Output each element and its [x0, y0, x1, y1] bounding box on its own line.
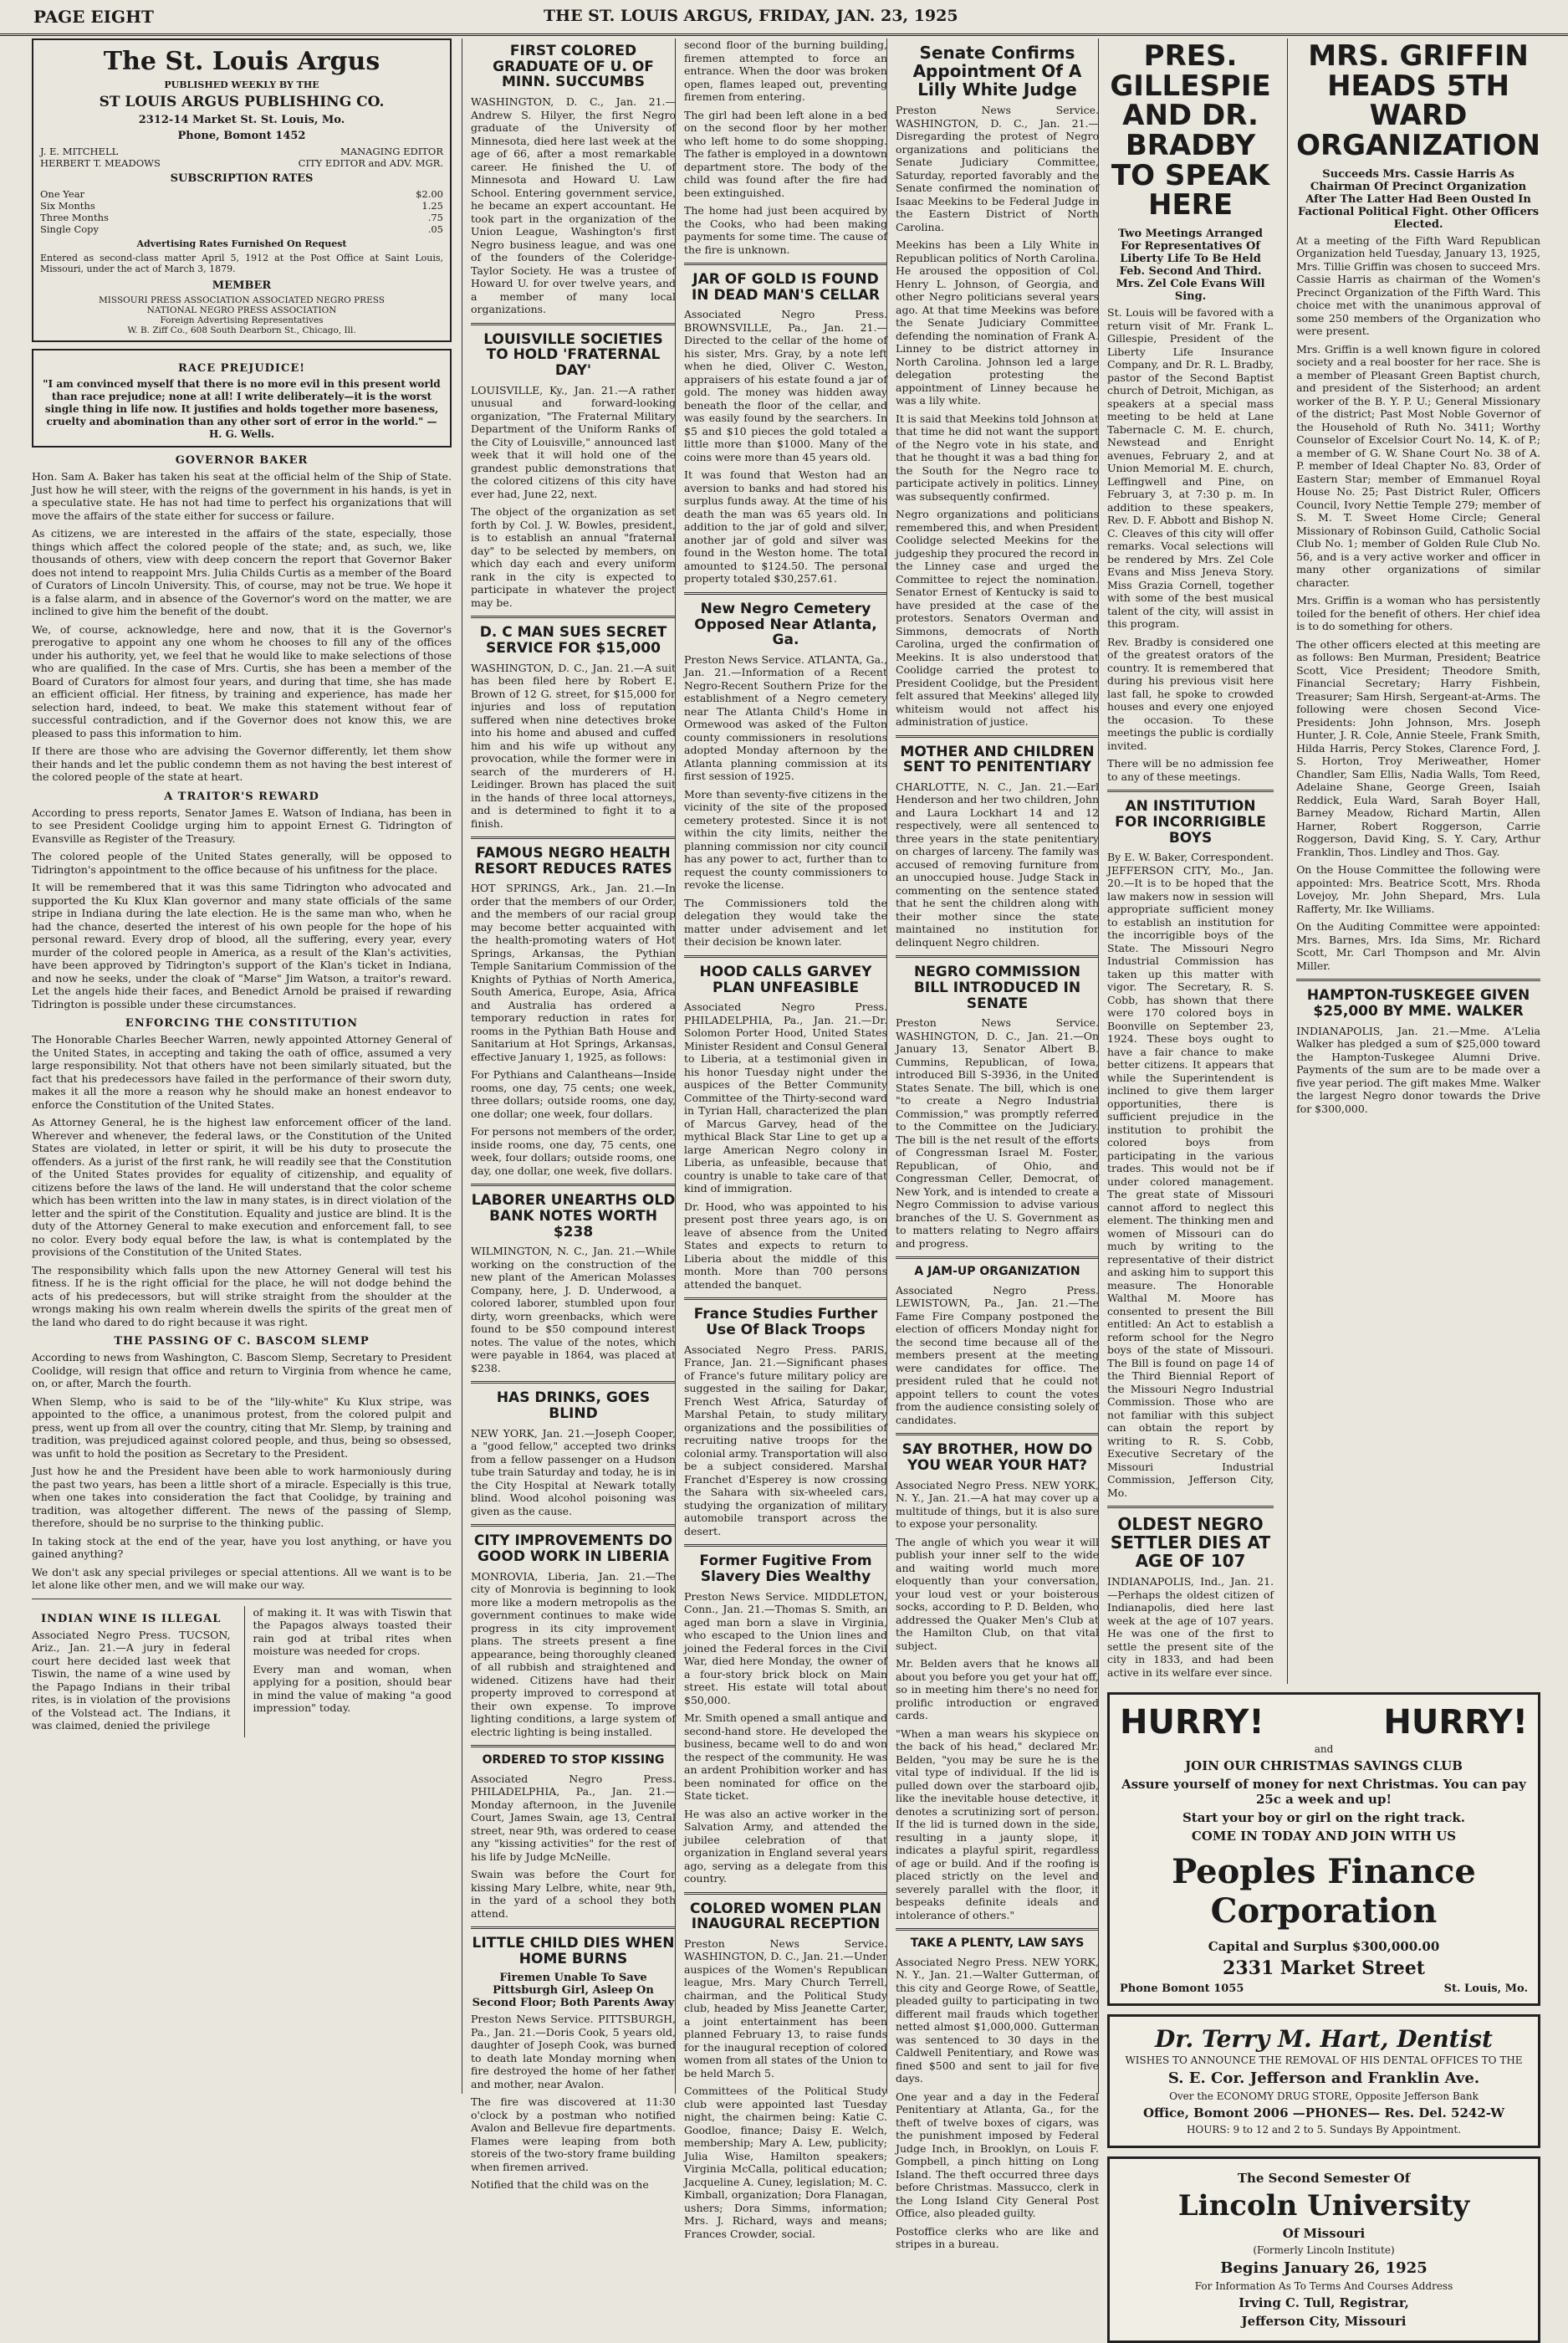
- publisher-phone: Phone, Bomont 1452: [177, 130, 306, 142]
- article-headline: LOUISVILLE SOCIETIES TO HOLD 'FRATERNAL DAY': [483, 330, 663, 379]
- ad-line: Office, Bomont 2006 —PHONES— Res. Del. 5242-W: [1142, 2105, 1505, 2121]
- dentist-ad: [1107, 2014, 1540, 2148]
- article-paragraph: Dr. Hood, who was appointed to his present post three years ago, is on leave of absence from the United States and expects to return to Liberia about the middle of this month. More than 700 persons attended the banquet.: [684, 1200, 887, 1291]
- article-headline: INDIAN WINE IS ILLEGAL: [41, 1612, 222, 1625]
- article-paragraph: Mrs. Griffin is a well known figure in colored society and a real booster for her race. She is a member of Pleasant Green Baptist church, and president of the Sisterhood; an ardent worker of the B. Y. P. U.; General Missionary of the district; Past Most Noble Governor of the Household of Ruth No. 3411; Worthy Counselor of Excelsior Court No. 14, K. of P.; a member of G. W. Shane Court No. 38 of A. P. member of Ideal Chapter No. 83, Order of Eastern Star; member of Emmanuel Royal House No. 25; Past District Ruler, Officers Council, Ivory Nettie Temple 279; member of S. M. T. Sweet Home Circle; General Missionary of Robinson Guild, Catholic Social Club No. 1; member of Golden Rule Club No. 56, and is a very active worker and officer in many other organizations of similar character.: [1296, 342, 1540, 589]
- article-paragraph: The object of the organization as set forth by Col. J. W. Bowles, president, is to establish an annual "fraternal day" to be selected by members, on which day each and every uniform rank in the city is expected to participate in whatever the project may be.: [471, 505, 676, 609]
- editorial-paragraph: We don't ask any special privileges or special attentions. All we want is to be let alone like other men, and we will make our way.: [32, 1565, 452, 1591]
- news-column-5: [1098, 38, 1549, 2330]
- article-paragraph: INDIANAPOLIS, Ind., Jan. 21.—Perhaps the oldest citizen of Indianapolis, died here last week at the age of 107 years. He was one of the first to settle the present site of the city in 1833, and had been active in its welfare ever since.: [1107, 1575, 1274, 1679]
- race-title: RACE PREJUDICE!: [178, 362, 305, 375]
- article-paragraph: At a meeting of the Fifth Ward Republican Organization held Tuesday, January 13, 1925, Mrs. Tillie Griffin was chosen to succeed Mrs. Cassie Harris as chairman of the Women's Precinct Organization of the Fifth Ward. This choice met with the unanimous approval of some 250 members of the Organization who were present.: [1296, 233, 1540, 338]
- article-headline: FAMOUS NEGRO HEALTH RESORT REDUCES RATES: [474, 845, 672, 877]
- race-prejudice-box: [32, 349, 452, 448]
- staff-row: J. E. MITCHELL MANAGING EDITOR: [40, 146, 443, 157]
- editorial-paragraph: According to press reports, Senator James E. Watson of Indiana, has been in to see President Coolidge urging him to appoint Ernest G. Tidrington of Evansville as Register of the Treasury.: [32, 806, 452, 845]
- article-paragraph: Swain was before the Court for kissing Mary Lelbre, white, near 9th, in the yard of a school they both attend.: [471, 1868, 676, 1920]
- article-headline: SAY BROTHER, HOW DO YOU WEAR YOUR HAT?: [901, 1441, 1093, 1475]
- article-headline: Senate Confirms Appointment Of A Lilly White Judge: [912, 43, 1082, 100]
- article-headline: A JAM-UP ORGANIZATION: [914, 1265, 1080, 1279]
- published-line: PUBLISHED WEEKLY BY THE: [164, 79, 319, 90]
- editorial-paragraph: It will be remembered that it was this same Tidrington who advocated and supported the Ku Klux Klan governor and many state officials of the same stripe in Indiana during the late election. He is the same man who, when he had the chance, deserted the interest of his own people for the hope of his personal reward. Every drop of blood, all the suffering, every year, every murder of the colored people in America, as a result of the Klan's activities, have been approved by Tidrington's support of the Klan's ticket in Indiana, and now he seeks, under the cloak of "Marse" Jim Watson, a traitor's reward. Let the angels hide their faces, and Benedict Arnold be praised if rewarding Tidrington is possible under these circumstances.: [32, 881, 452, 1010]
- article-headline: AN INSTITUTION FOR INCORRIGIBLE BOYS: [1115, 798, 1266, 847]
- article-headline: MOTHER AND CHILDREN SENT TO PENITENTIARY: [900, 743, 1095, 776]
- member-line: NATIONAL NEGRO PRESS ASSOCIATION: [146, 305, 337, 315]
- article-headline: D. C MAN SUES SECRET SERVICE FOR $15,000: [479, 624, 667, 657]
- article-paragraph: INDIANAPOLIS, Jan. 21.—Mme. A'Lelia Walker has pledged a sum of $25,000 toward the Hampton-Tuskegee Alumni Drive. Payments of the sum are to be made over a five year period. The gift makes Mme. Walker the largest Negro donor towards the Drive for $300,000.: [1296, 1024, 1540, 1115]
- nameplate: The St. Louis Argus: [103, 47, 381, 76]
- editorial-column: [32, 38, 462, 2094]
- article-paragraph: Mr. Smith opened a small antique and second-hand store. He developed the business, became well to do and won the respect of the community. He was an ardent Prohibition worker and has been nominated for office on the State ticket.: [684, 1711, 887, 1803]
- ad-city: St. Louis, Mo.: [1443, 1982, 1528, 1996]
- article-paragraph: Preston News Service. WASHINGTON, D. C., Jan. 21.—Disregarding the protest of Negro organizations and politicians the Senate Judiciary Committee, Saturday, reported favorably and the Senate confirmed the nomination of Isaac Meekins to be Federal Judge in the Eastern District of North Carolina.: [896, 104, 1099, 233]
- article-paragraph: Negro organizations and politicians remembered this, and when President Coolidge selected Meekins for the judgeship they procured the record in the Linney case and urged the Committee to reject the nomination. Senator Ernest of Kentucky is said to have presided at the case of the protestors. Senators Overman and Simmons, democrats of North Carolina, urged the confirmation of Meekins. It is also understood that Coolidge carried the protest to President Coolidge, but the President felt assured that Meekins' alleged lily whiteism would not affect his administration of justice.: [896, 508, 1099, 728]
- lincoln-university-ad: [1107, 2156, 1540, 2343]
- article-headline: Former Fugitive From Slavery Dies Wealthy: [699, 1553, 872, 1585]
- article-paragraph: second floor of the burning building, firemen attempted to force an entrance. When the door was broken open, flames leaped out, preventing firemen from entering.: [684, 38, 887, 103]
- ad-line: COME IN TODAY AND JOIN WITH US: [1191, 1829, 1457, 1844]
- ad-line: The Second Semester Of: [1237, 2171, 1411, 2187]
- article-paragraph: MONROVIA, Liberia, Jan. 21.—The city of Monrovia is beginning to look more like a modern metropolis as the government continues to make wide progress in its city improvement plans. The streets present a fine appearance, being thoroughly cleaned of all rubbish and straightened and widened. Citizens have had their property improved to correspond at their own expense. To improve lighting conditions, a large system of electric lighting is being installed.: [471, 1569, 676, 1738]
- article-paragraph: The home had just been acquired by the Cooks, who had been making payments for some time. The cause of the fire is unknown.: [684, 204, 887, 256]
- ad-line: For Information As To Terms And Courses Address: [1194, 2280, 1453, 2293]
- ad-hurry-left: HURRY!: [1120, 1703, 1264, 1742]
- article-paragraph: of making it. It was with Tiswin that the Papagos always toasted their rain god at tribal rites when moisture was needed for crops.: [253, 1605, 452, 1657]
- editorial-paragraph: Just how he and the President have been able to work harmoniously during the past two years, has been a little short of a miracle. Especially is this true, when one takes into consideration the fact that Coolidge, by training and tradition, was altogether different. The news of the passing of Slemp, therefore, should be no surprise to the thinking public.: [32, 1465, 452, 1529]
- editorial-paragraph: The responsibility which falls upon the new Attorney General will test his fitness. If he is the right official for the place, he will not dodge behind the acts of his predecessors, but will strike straight from the shoulder at the wrongs making his own realm wherein dwells the spirits of the great men of the land who dared to do right because it was right.: [32, 1263, 452, 1328]
- editorial-paragraph: Hon. Sam A. Baker has taken his seat at the official helm of the Ship of State. Just how he will steer, with the reigns of the government in his hands, is yet in a speculative state. He has not had time to perfect his organizations that will move the affairs of the state either for success or failure.: [32, 470, 452, 522]
- editorial-paragraph: We, of course, acknowledge, here and now, that it is the Governor's prerogative to appoint any one whom he chooses to fill any of the offices under his authority, yet, we feel that he would like to make selections of those who are qualified. In the case of Mrs. Curtis, she has been a member of the Board of Curators for almost four years, and during that time, she has made an efficient official. Her fitness, by training and experience, has made her selection hard, indeed, to beat. We make this statement without fear of successful contradiction, and if the Governor does not know this, we are pleased to pass this information to him.: [32, 622, 452, 739]
- page-header: [0, 0, 1568, 36]
- peoples-finance-ad: [1107, 1692, 1540, 2006]
- editorial-paragraph: If there are those who are advising the Governor differently, let them show their hands and let the public condemn them as not having the best interest of the colored people of the state at heart.: [32, 744, 452, 783]
- article-headline: JAR OF GOLD IS FOUND IN DEAD MAN'S CELLAR: [691, 271, 881, 304]
- article-paragraph: Associated Negro Press. PARIS, France, Jan. 21.—Significant phases of France's future military policy are suggested in the sailing for Dakar, French West Africa, Saturday of Marshal Petain, to study military organizations and the possibilities of recruiting native troops for the colonial army. Transportation will also be a subject considered. Marshal Franchet d'Esperey is now crossing the Sahara with six-wheeled cars, studying the organization of military automobile transport across the desert.: [684, 1343, 887, 1537]
- rates-note: Advertising Rates Furnished On Request: [136, 238, 347, 249]
- ad-line: Over the ECONOMY DRUG STORE, Opposite Jefferson Bank: [1169, 2090, 1479, 2103]
- article-paragraph: Mrs. Griffin is a woman who has persistently toiled for the benefit of others. Her chief idea is to do something for others.: [1296, 594, 1540, 633]
- article-paragraph: It is said that Meekins told Johnson at that time he did not want the support of the Negro vote in his state, and that he thought it was a bad thing for the South for the Negro race to participate actively in politics. Linney was subsequently confirmed.: [896, 412, 1099, 503]
- article-paragraph: On the House Committee the following were appointed: Mrs. Beatrice Scott, Mrs. Rhoda Lovejoy, Mr. John Shepard, Mrs. Lula Rafferty, Mr. Ike Williams.: [1296, 863, 1540, 915]
- editorial-paragraph: According to news from Washington, C. Bascom Slemp, Secretary to President Coolidge, will resign that office and return to Virginia from whence he came, on, or after, March the fourth.: [32, 1351, 452, 1389]
- rates-title: SUBSCRIPTION RATES: [170, 172, 314, 185]
- ad-line: Capital and Surplus $300,000.00: [1208, 1939, 1440, 1955]
- member-line: W. B. Ziff Co., 608 South Dearborn St., Chicago, Ill.: [127, 325, 356, 335]
- rate-row: One Year $2.00: [40, 188, 443, 200]
- article-subhead: Two Meetings Arranged For Representatives Of Liberty Life To Be Held Feb. Second And Third. Mrs. Zel Cole Evans Will Sing.: [1116, 228, 1265, 304]
- editorial-paragraph: The colored people of the United States generally, will be opposed to Tidrington's appointment to the office because of his unfitness for the place.: [32, 850, 452, 876]
- race-quote: "I am convinced myself that there is no more evil in this present world than race prejudice; none at all! I write deliberately—it is the worst single thing in life now. It justifies and holds together more baseness, cruelty and abomination than any other sort of error in the world." — H. G. Wells.: [43, 378, 441, 440]
- article-paragraph: Associated Negro Press. TUCSON, Ariz., Jan. 21.—A jury in federal court here decided last week that Tiswin, the name of a wine used by the Papago Indians in their tribal rites, is in violation of the provisions of the Volstead act. The Indians, it was claimed, denied the privilege: [32, 1628, 231, 1732]
- ad-line: Begins January 26, 1925: [1220, 2259, 1428, 2278]
- news-column-3: [675, 38, 896, 2240]
- editorial-title: GOVERNOR BAKER: [175, 454, 309, 467]
- article-paragraph: WASHINGTON, D. C., Jan. 21.—A suit has been filed here by Robert E. Brown of 12 G. street, for $15,000 for injuries and loss of reputation suffered when nine detectives broke into his home and abused and cuffed him and his wife up without any provocation, while the former were in search of the murderers of H. Leidinger. Brown has placed the suit in the hands of three local attorneys, and is determined to fight it to a finish.: [471, 661, 676, 830]
- article-paragraph: By E. W. Baker, Correspondent. JEFFERSON CITY, Mo., Jan. 20.—It is to be hoped that the law makers now in session will appropriate sufficient money to establish an institution for the incorrigible boys of the State. The Missouri Negro Industrial Commission has taken up this matter with vigor. The Secretary, R. S. Cobb, has shown that there were 170 colored boys in Boonville on September 23, 1924. These boys ought to have a fair chance to make better citizens. It appears that while the Superintendent is inclined to give them larger opportunities, there is sufficient prejudice in the institution to prohibit the colored boys from participating in the various trades. This would not be if under colored management. The great state of Missouri cannot afford to neglect this element. The thinking men and women of Missouri can do much by writing to the representative of their district and asking him to support this measure. The Honorable Walthal M. Moore has consented to present the Bill entitled: An Act to establish a reform school for the Negro boys of the state of Missouri. The Bill is found on page 14 of the Third Biennial Report of the Missouri Negro Industrial Commission. Those who are not familiar with this subject can obtain the report by writing to R. S. Cobb, Executive Secretary of the Missouri Industrial Commission, Jefferson City, Mo.: [1107, 851, 1274, 1499]
- article-headline: OLDEST NEGRO SETTLER DIES AT AGE OF 107: [1110, 1514, 1271, 1572]
- ad-line: Irving C. Tull, Registrar,: [1239, 2295, 1409, 2311]
- article-subhead: Firemen Unable To Save Pittsburgh Girl, Asleep On Second Floor; Both Parents Away: [472, 1972, 675, 2010]
- article-paragraph: Mr. Belden avers that he knows all about you before you get your hat off, so in meeting him there's no need for prolific introduction or engraved cards.: [896, 1657, 1099, 1722]
- article-headline: CITY IMPROVEMENTS DO GOOD WORK IN LIBERIA: [473, 1532, 673, 1565]
- ad-line: and: [1314, 1743, 1334, 1756]
- rates-table: [40, 188, 443, 235]
- article-paragraph: One year and a day in the Federal Penitentiary at Atlanta, Ga., for the theft of twelve boxes of cigars, was the punishment imposed by Federal Judge Inch, in Brooklyn, on Louis F. Gompbell, a pinch hitting on Long Island. The theft occurred three days before Christmas. Massucco, clerk in the Long Island City General Post Office, also pleaded guilty.: [896, 2090, 1099, 2220]
- member-line: Foreign Advertising Representatives: [160, 315, 324, 325]
- article-paragraph: It was found that Weston had an aversion to banks and had stored his surplus funds away. At the time of his death the man was 65 years old. In addition to the jar of gold and silver, another jar of gold and silver was found in the Weston home. The total amounted to $124.50. The personal property totaled $30,257.61.: [684, 468, 887, 586]
- article-headline: NEGRO COMMISSION BILL INTRODUCED IN SENATE: [913, 964, 1081, 1012]
- article-headline: New Negro Cemetery Opposed Near Atlanta, Ga.: [694, 600, 877, 649]
- article-paragraph: The Commissioners told the delegation they would take the matter under advisement and let their decision be known later.: [684, 896, 887, 949]
- article-paragraph: The fire was discovered at 11:30 o'clock by a postman who notified Avalon and Bellevue fire departments. Flames were leaping from both storeis of the two-story frame building when firemen arrived.: [471, 2095, 676, 2173]
- top-stories: [1107, 38, 1540, 1684]
- ad-university-name: Lincoln University: [1177, 2189, 1470, 2223]
- article-paragraph: Associated Negro Press. LEWISTOWN, Pa., Jan. 21.—The Fame Fire Company postponed the election of officers Monday night for the second time because all of the members present at the meeting were candidates for office. The president ruled that he could not appoint tellers to count the votes from the audience consisting solely of candidates.: [896, 1283, 1099, 1426]
- article-paragraph: Preston News Service. ATLANTA, Ga., Jan. 21.—Information of a Recent Negro-Recent Southern Prize for the establishment of a Negro cemetery near The Atlanta Child's Home in Ormewood was asked of the Fulton county commissioners in resolutions adopted Monday afternoon by the Atlanta planning commission at its first session of 1925.: [684, 652, 887, 783]
- article-headline: HOOD CALLS GARVEY PLAN UNFEASIBLE: [699, 963, 872, 996]
- editorial-paragraph: The Honorable Charles Beecher Warren, newly appointed Attorney General of the United States, in accepting and taking the oath of office, assumed a very large responsibility. Not that others have not been similarly situated, but the fact that his predecessors have failed in the performance of their sworn duty, makes it all the more a reason why he should make an honest endeavor to enforce the Constitution of the United States.: [32, 1033, 452, 1111]
- ad-line: HOURS: 9 to 12 and 2 to 5. Sundays By Appointment.: [1186, 2124, 1462, 2136]
- article-paragraph: For persons not members of the order, inside rooms, one day, 75 cents, one week, four dollars; outside rooms, one day, one dollar, one week, five dollars.: [471, 1125, 676, 1177]
- article-paragraph: Every man and woman, when applying for a position, should bear in mind the value of making "a good impression" today.: [253, 1662, 452, 1714]
- article-paragraph: WILMINGTON, N. C., Jan. 21.—While working on the construction of the new plant of the American Molasses Company, here, J. D. Underwood, a colored laborer, stumbled upon four dirty, worn greenbacks, which were found to be $50 compound interest notes. The value of the notes, which were payable in 1864, was placed at $238.: [471, 1245, 676, 1374]
- ad-line: Of Missouri: [1282, 2226, 1366, 2242]
- rate-row: Six Months 1.25: [40, 200, 443, 212]
- article-paragraph: HOT SPRINGS, Ark., Jan. 21.—In order that the members of our Order, and the members of our racial group may become better acquainted with the health-promoting waters of Hot Springs, Arkansas, the Pythian Temple Sanitarium Commission of the Knights of Pythias of North America, South America, Europe, Asia, Africa and Australia has ordered a temporary reduction in rates for rooms in the Pythian Bath House and Sanitarium at Hot Springs, Arkansas, effective January 1, 1925, as follows:: [471, 882, 676, 1063]
- article-paragraph: WASHINGTON, D. C., Jan. 21.—Andrew S. Hilyer, the first Negro graduate of the University of Minnesota, died here last week at the age of 66, after a most remarkable career. He finished the U. of Minnesota and Howard U. Law School. Entering government service, he became an expert accountant. He took part in the organization of the Union League, Washington's first Negro business league, and was one of the founders of the Coleridge-Taylor Society. He was a trustee of Howard U. for over twelve years, and a member of many local organizations.: [471, 95, 676, 316]
- editorial-title: THE PASSING OF C. BASCOM SLEMP: [114, 1335, 370, 1348]
- article-paragraph: The angle of which you wear it will publish your inner self to the wide and waiting world much more eloquently than your conversation, your loud vest or your boisterous socks, according to P. D. Belden, who addressed the Quaker Men's Club at the Hamilton Club, on that vital subject.: [896, 1535, 1099, 1652]
- article-paragraph: Associated Negro Press. BROWNSVILLE, Pa., Jan. 21.—Directed to the cellar of the home of his sister, Mrs. Gray, by a note left when he died, Oliver C. Weston, appraisers of his estate found a jar of gold. The money was hidden away beneath the floor of the cellar, and was easily found by the searchers. In $5 and $10 pieces the gold totaled a little more than $1000. Many of the coins were more than 45 years old.: [684, 308, 887, 463]
- ad-phone: Phone Bomont 1055: [1120, 1982, 1244, 1996]
- article-paragraph: CHARLOTTE, N. C., Jan. 21.—Earl Henderson and her two children, John and Laura Lockhart 14 and 12 respectively, were all sentenced to three years in the state penitentiary on charges of larceny. The family was accused of removing furniture from an unoccupied house. Judge Stack in commenting on the sentence stated that he sent the children along with their mother since the state maintained no institution for delinquent Negro children.: [896, 780, 1099, 949]
- staff-row: HERBERT T. MEADOWS CITY EDITOR and ADV. MGR.: [40, 157, 443, 169]
- article-paragraph: "When a man wears his skypiece on the back of his head," declared Mr. Belden, "you may be sure he is the vital type of individual. If the lid is pulled down over the starboard ojib, like the inevitable house detective, it denotes a scrutinizing sort of person. If the lid is turned down in the side, resulting in a jaunty slope, it indicates a playful spirit, regardless of age or build. And if the roofing is placed strictly on the level and severely parallel with the floor, it bespeaks definite ideals and intolerance of others.": [896, 1727, 1099, 1921]
- article-headline: FIRST COLORED GRADUATE OF U. OF MINN. SUCCUMBS: [493, 43, 654, 91]
- member-line: MISSOURI PRESS ASSOCIATION ASSOCIATED NEGRO PRESS: [99, 295, 385, 305]
- article-paragraph: More than seventy-five citizens in the vicinity of the site of the proposed cemetery protested. Since it is not within the city limits, neither the planning commission nor city council has any power to act, further than to request the county commissioners to revoke the license.: [684, 787, 887, 892]
- ad-line: Jefferson City, Missouri: [1241, 2314, 1407, 2330]
- masthead-box: [32, 38, 452, 342]
- news-column-2: [462, 38, 684, 2192]
- article-paragraph: Preston News Service. WASHINGTON, D. C., Jan. 21.—Under auspices of the Women's Republican league, Mrs. Mary Church Terrell, chairman, and the Political Study club, headed by Miss Jeanette Carter, a joint entertainment has been planned February 13, to raise funds for the inaugural reception of colored women from all states of the Union to be held March 5.: [684, 1936, 887, 2080]
- article-headline: PRES. GILLESPIE AND DR. BRADBY TO SPEAK HERE: [1110, 39, 1271, 223]
- article-paragraph: Rev. Bradby is considered one of the greatest orators of the country. It is remembered that during his previous visit here last fall, he spoke to crowded houses and every one enjoyed the occasion. To these meetings the public is cordially invited.: [1107, 635, 1274, 752]
- article-subhead: Succeeds Mrs. Cassie Harris As Chairman Of Precinct Organization After The Latter Had Been Ousted In Factional Political Fight. Other Officers Elected.: [1298, 167, 1540, 231]
- editorial-title: ENFORCING THE CONSTITUTION: [125, 1017, 359, 1030]
- article-headline: TAKE A PLENTY, LAW SAYS: [910, 1936, 1085, 1951]
- article-paragraph: On the Auditing Committee were appointed: Mrs. Barnes, Mrs. Ida Sims, Mr. Richard Scott, Mr. Carl Thompson and Mr. Alvin Miller.: [1296, 920, 1540, 972]
- article-paragraph: NEW YORK, Jan. 21.—Joseph Cooper, a "good fellow," accepted two drinks from a fellow passenger on a Hudson tube train Saturday and today, he is in the City Hospital at Newark totally blind. Wood alcohol poisoning was given as the cause.: [471, 1426, 676, 1517]
- article-paragraph: Preston News Service. MIDDLETON, Conn., Jan. 21.—Thomas S. Smith, an aged man born a slave in Virginia, who escaped to the Union lines and joined the Federal forces in the Civil War, died here Monday, the owner of a four-story brick block on Main street. His estate will total about $50,000.: [684, 1589, 887, 1706]
- ad-line: S. E. Cor. Jefferson and Franklin Ave.: [1167, 2069, 1480, 2088]
- article-paragraph: LOUISVILLE, Ky., Jan. 21.—A rather unusual and forward-looking organization, "The Fraternal Military Department of the Uniform Ranks of the City of Louisville," announced last week that it will hold one of the grandest public demonstrations that the colored citizens of this city have ever had, June 22, next.: [471, 383, 676, 500]
- article-paragraph: Committees of the Political Study club were appointed last Tuesday night, the chairmen being: Katie C. Goodloe, finance; Daisy E. Welch, membership; Mary A. Lew, publicity; Julia Wise, Hamilton speakers; Virginia McCalla, political education; Jacqueline A. Cuney, legislation; M. C. Kimball, organization; Dora Flanagan, ushers; Dora Simms, information; Mrs. J. Richard, ways and means; Frances Crowder, social.: [684, 2085, 887, 2240]
- ad-line: (Formerly Lincoln Institute): [1253, 2244, 1395, 2257]
- article-paragraph: St. Louis will be favored with a return visit of Mr. Frank L. Gillespie, President of the Liberty Life Insurance Company, and Dr. R. L. Bradby, pastor of the Second Baptist church of Detroit, Michigan, as speakers at a special mass meeting to be held at Lane Tabernacle C. M. E. church, Newstead and Enright avenues, February 2, and at Union Memorial M. E. church, Leffingwell and Pine, on February 3, at 7:30 p. m. In addition to these speakers, Rev. D. F. Abbott and Bishop N. C. Cleaves of this city will offer remarks. Vocal selections will be rendered by Mrs. Zel Cole Evans and Miss Jeneva Story. Miss Grazia Cornell, together with some of the best musical talent of the city, will assist in this program.: [1107, 306, 1274, 631]
- article-paragraph: Associated Negro Press. NEW YORK, N. Y., Jan. 21.—Walter Gutterman, of this city and George Rowe, of Seattle, pleaded guilty to participating in two different mail frauds which together netted almost $1,000,000. Gutterman was sentenced to 30 days in the Caldwell Penitentiary, and Rowe was fined $500 and sent to jail for five days.: [896, 1955, 1099, 2085]
- article-paragraph: Meekins has been a Lily White in Republican politics of North Carolina. He aroused the opposition of Col. Henry L. Johnson, of Georgia, and other Negro politicians several years ago. At that time Meekins was before the Senate Judiciary Committee defending the nomination of Frank A. Linney to be district attorney in North Carolina. Johnson led a large delegation protesting the appointment of Linney because he was a lily white.: [896, 238, 1099, 407]
- editorial-paragraph: When Slemp, who is said to be of the "lily-white" Ku Klux stripe, was appointed to the office, a unanimous protest, from the colored pulpit and press, went up from all over the country, citing that Mr. Slemp, by training and tradition, was prejudiced against colored people, and thus, being so obsessed, was unfit to hold the position as Secretary to the President.: [32, 1394, 452, 1460]
- article-paragraph: The girl had been left alone in a bed on the second floor by her mother who left home to do some shopping. The father is employed in a downtown department store. The body of the child was found after the fire had been extinguished.: [684, 108, 887, 199]
- ad-hurry-right: HURRY!: [1383, 1703, 1528, 1742]
- article-paragraph: Preston News Service. WASHINGTON, D. C., Jan. 21.—On January 13, Senator Albert B. Cummins, Republican, of Iowa, introduced Bill S-3936, in the United States Senate. The bill, which is one "to create a Negro Industrial Commission," was promptly referred to the Committee on the Judiciary. The bill is the net result of the efforts of Congressman Israel M. Foster, Republican, of Ohio, and Congressman Celler, Democrat, of New York, and is intended to create a Negro Commission to advise various branches of the U. S. Government as to matters relating to Negro affairs and progress.: [896, 1016, 1099, 1250]
- ad-line: Assure yourself of money for next Christmas. You can pay 25c a week and up!: [1121, 1777, 1526, 1808]
- ad-company: Peoples Finance Corporation: [1172, 1852, 1476, 1931]
- rate-row: Three Months .75: [40, 212, 443, 223]
- article-headline: France Studies Further Use Of Black Troops: [693, 1306, 878, 1338]
- article-paragraph: Associated Negro Press. PHILADELPHIA, Pa., Jan. 21.—Dr. Solomon Porter Hood, United States Minister Resident and Consul General to Liberia, at a testimonial given in his honor Tuesday night under the auspices of the Better Community Committee of the Thirty-second ward in Tyrian Hall, characterized the plan of Marcus Garvey, head of the mythical Black Star Line to get up a large American Negro colony in Liberia, as unfeasible, because that country is unable to take care of that kind of immigration.: [684, 1000, 887, 1195]
- entry-note: Entered as second-class matter April 5, 1912 at the Post Office at Saint Louis, Missouri, under the act of March 3, 1879.: [40, 253, 443, 274]
- article-headline: COLORED WOMEN PLAN INAUGURAL RECEPTION: [690, 1900, 881, 1933]
- article-headline: HAS DRINKS, GOES BLIND: [496, 1389, 651, 1423]
- member-title: MEMBER: [212, 279, 272, 292]
- news-column-4: [886, 38, 1107, 2251]
- editorial-paragraph: As citizens, we are interested in the affairs of the state, especially, those things which affect the colored people of the state; and, as such, we, like thousands of others, view with deep concern the report that Governor Baker does not intend to reappoint Mrs. Julia Childs Curtis as a member of the Board of Curators of Lincoln University. This, of course, may not be true. We hope it is a false alarm, and in absence of the Governor's word on the matter, we are inclined to give him the benefit of the doubt.: [32, 527, 452, 617]
- article-paragraph: Associated Negro Press. PHILADELPHIA, Pa., Jan. 21.—Monday afternoon, in the Juvenile Court, James Swain, age 13, Central street, near 9th, was ordered to cease any "kissing activities" for the rest of his life by Judge McNeille.: [471, 1772, 676, 1863]
- article-headline: HAMPTON-TUSKEGEE GIVEN $25,000 BY MME. WALKER: [1306, 987, 1530, 1020]
- editorial-paragraph: As Attorney General, he is the highest law enforcement officer of the land. Wherever and whenever, the federal laws, or the Constitution of the United States are violated, in letter or spirit, it will be his duty to prosecute the offenders. As a jurist of the first rank, he will readily see that the Constitution of the United States provides for equality of citizenship, and equality of citizens before the laws of the land. He will understand that the color scheme which has been written into the law in many states, is in direct violation of the letter and the spirit of the Constitution. Equality and justice are blind. It is the duty of the Attorney General to make execution and enforcement fall, to see no color. Every body equal before the law, is what is contemplated by the provisions of the Constitution of the United States.: [32, 1116, 452, 1258]
- article-paragraph: Postoffice clerks who are like and stripes in a bureau.: [896, 2224, 1099, 2251]
- article-paragraph: Preston News Service. PITTSBURGH, Pa., Jan. 21.—Doris Cook, 5 years old, daughter of Joseph Cook, was burned to death late Monday morning when fire destroyed the home of her father and mother, near Avalon.: [471, 2013, 676, 2090]
- article-paragraph: For Pythians and Calantheans—Inside rooms, one day, 75 cents; one week, three dollars; outside rooms, one day, one dollar; one week, four dollars.: [471, 1068, 676, 1120]
- article-headline: ORDERED TO STOP KISSING: [482, 1753, 665, 1767]
- article-paragraph: There will be no admission fee to any of these meetings.: [1107, 757, 1274, 783]
- page-number: PAGE EIGHT: [33, 7, 154, 27]
- article-headline: LABORER UNEARTHS OLD BANK NOTES WORTH $238: [471, 1192, 676, 1241]
- article-paragraph: He was also an active worker in the Salvation Army, and attended the jubilee celebration of that organization in England several years ago, serving as a delegate from this country.: [684, 1807, 887, 1885]
- staff-list: [40, 146, 443, 169]
- article-paragraph: Associated Negro Press. NEW YORK, N. Y., Jan. 21.—A hat may cover up a multitude of things, but it is also sure to expose your personality.: [896, 1478, 1099, 1531]
- ad-dentist-name: Dr. Terry M. Hart, Dentist: [1155, 2025, 1493, 2054]
- ad-line: Start your boy or girl on the right track.: [1182, 1810, 1466, 1826]
- dateline: THE ST. LOUIS ARGUS, FRIDAY, JAN. 23, 1925: [544, 7, 958, 25]
- ad-address: 2331 Market Street: [1223, 1957, 1425, 1980]
- article-headline: LITTLE CHILD DIES WHEN HOME BURNS: [472, 1935, 675, 1967]
- article-paragraph: Notified that the child was on the: [471, 2178, 649, 2192]
- publisher: ST LOUIS ARGUS PUBLISHING CO.: [99, 94, 385, 110]
- ad-line: WISHES TO ANNOUNCE THE REMOVAL OF HIS DENTAL OFFICES TO THE: [1125, 2054, 1523, 2067]
- rate-row: Single Copy .05: [40, 223, 443, 235]
- editorial-paragraph: In taking stock at the end of the year, have you lost anything, or have you gained anything?: [32, 1534, 452, 1560]
- publisher-address: 2312-14 Market St. St. Louis, Mo.: [138, 114, 345, 126]
- editorial-title: A TRAITOR'S REWARD: [164, 790, 319, 803]
- ad-line: JOIN OUR CHRISTMAS SAVINGS CLUB: [1185, 1758, 1463, 1774]
- wine-article: [32, 1606, 452, 1737]
- article-paragraph: The other officers elected at this meeting are as follows: Ben Murman, President; Beatrice Scott, Vice President; Theodore Smith, Financial Secretary; Harry Fishbein, Treasurer; Sam Hirsh, Sergeant-at-Arms. The following were chosen Second Vice-Presidents: John Johnson, Mrs. Joseph Hunter, J. R. Cole, Annie Steele, Frank Smith, Hilda Harris, Percy Stokes, Clarence Ford, J. S. Horton, Troy Meriweather, Homer Chandler, Sam Ellis, Nadia Walls, Tom Reed, Adelaine Shane, George Green, Isaiah Reddick, Eula Ward, Sarah Boyer Hall, Barney Meadow, Richard Martin, Allen Harner, Robert Roggerson, Carrie Roggerson, David King, S. Y. Cary, Arthur Franklin, Thos. Lindley and Thos. Gay.: [1296, 637, 1540, 858]
- article-headline: MRS. GRIFFIN HEADS 5TH WARD ORGANIZATION: [1296, 39, 1541, 163]
